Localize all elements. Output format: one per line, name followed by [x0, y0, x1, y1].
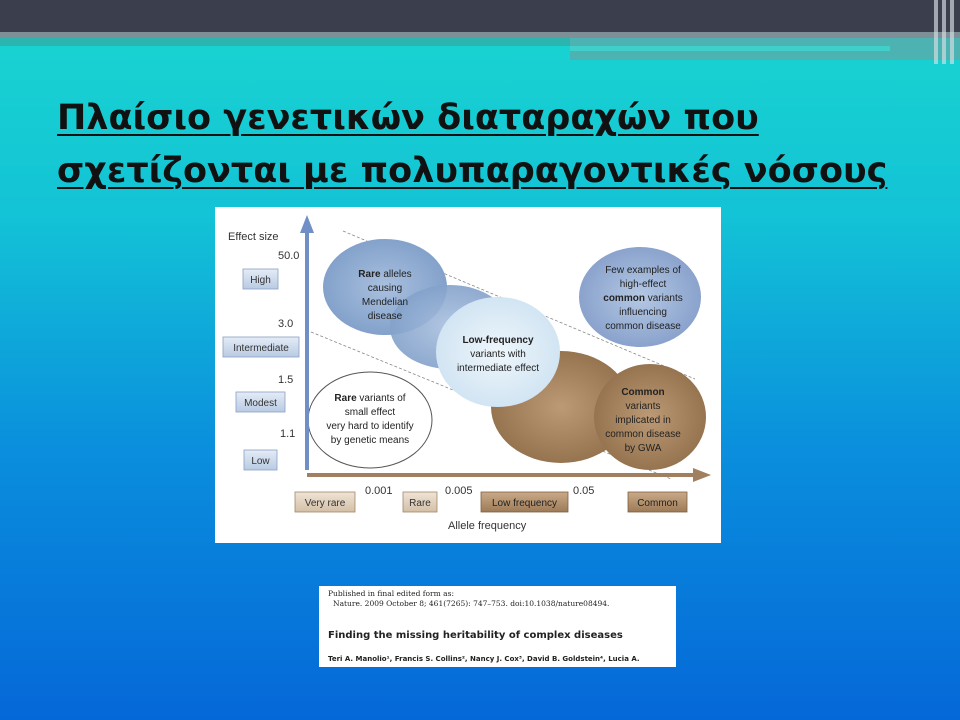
common-gwa-text: Common [621, 387, 665, 398]
corner-decoration [942, 0, 946, 64]
common-gwa-text: implicated in [615, 415, 671, 426]
citation-article-title: Finding the missing heritability of complex diseases [328, 630, 623, 641]
y-tick-label: 1.1 [280, 428, 296, 440]
x-category-label: Very rare [304, 498, 346, 509]
top-bar [0, 0, 960, 32]
common-gwa-text: variants [625, 401, 661, 412]
y-tick-label: 3.0 [278, 318, 294, 330]
low-frequency-text: variants with [470, 349, 526, 360]
rare-mendelian-text: causing [367, 283, 403, 294]
rare-small-effect-text: small effect [344, 407, 396, 418]
header-stripe-accent [570, 46, 890, 51]
rare-mendelian-text: Mendelian [361, 297, 409, 308]
x-tick-label: 0.05 [573, 485, 595, 497]
citation-published-note: Published in final edited form as: [328, 589, 454, 598]
y-category-label: Intermediate [233, 343, 289, 354]
rare-mendelian-text: Rare alleles [358, 269, 412, 280]
common-gwa-text: common disease [605, 429, 681, 440]
y-category-label: Low [251, 456, 270, 467]
x-axis-arrow [693, 468, 711, 482]
effect-size-figure [215, 207, 721, 543]
rare-small-effect-text: very hard to identify [326, 421, 414, 432]
y-tick-label: 1.5 [278, 374, 294, 386]
rare-small-effect-region [308, 372, 432, 468]
low-frequency-text: intermediate effect [456, 363, 540, 374]
corner-decoration [950, 0, 954, 64]
header-stripe-left [0, 38, 570, 46]
slide-title [57, 92, 917, 198]
y-axis-arrow [300, 215, 314, 233]
few-examples-text: common disease [605, 321, 681, 332]
title-line-2: σχετίζονται με πολυπαραγοντικές νόσους [57, 151, 888, 191]
y-category-label: High [250, 275, 271, 286]
y-axis-label: Effect size [228, 231, 279, 243]
x-axis-label: Allele frequency [448, 520, 527, 532]
few-examples-text: common variants [603, 293, 683, 304]
few-examples-text: high-effect [619, 279, 667, 290]
citation-box [319, 586, 676, 667]
x-category-label: Common [637, 498, 678, 509]
few-examples-text: influencing [619, 307, 667, 318]
figure-svg [215, 207, 721, 543]
common-gwa-text: by GWA [624, 443, 662, 454]
y-category-label: Modest [244, 398, 277, 409]
rare-small-effect-text: Rare variants of [334, 393, 406, 404]
citation-authors: Teri A. Manolio¹, Francis S. Collins², Nancy J. Cox³, David B. Goldstein⁴, Lucia A. [328, 655, 640, 663]
few-examples-text: Few examples of [605, 265, 681, 276]
citation-journal-ref: Nature. 2009 October 8; 461(7265): 747–753. doi:10.1038/nature08494. [333, 599, 610, 608]
rare-small-effect-text: by genetic means [330, 435, 410, 446]
x-category-label: Low frequency [491, 498, 558, 509]
rare-mendelian-text: disease [367, 311, 403, 322]
low-frequency-text: Low-frequency [462, 335, 534, 346]
y-tick-label: 50.0 [278, 250, 300, 262]
x-tick-label: 0.005 [445, 485, 473, 497]
title-line-1: Πλαίσιο γενετικών διαταραχών που [57, 98, 759, 138]
x-tick-label: 0.001 [365, 485, 393, 497]
x-category-label: Rare [409, 498, 431, 509]
corner-decoration [934, 0, 938, 64]
